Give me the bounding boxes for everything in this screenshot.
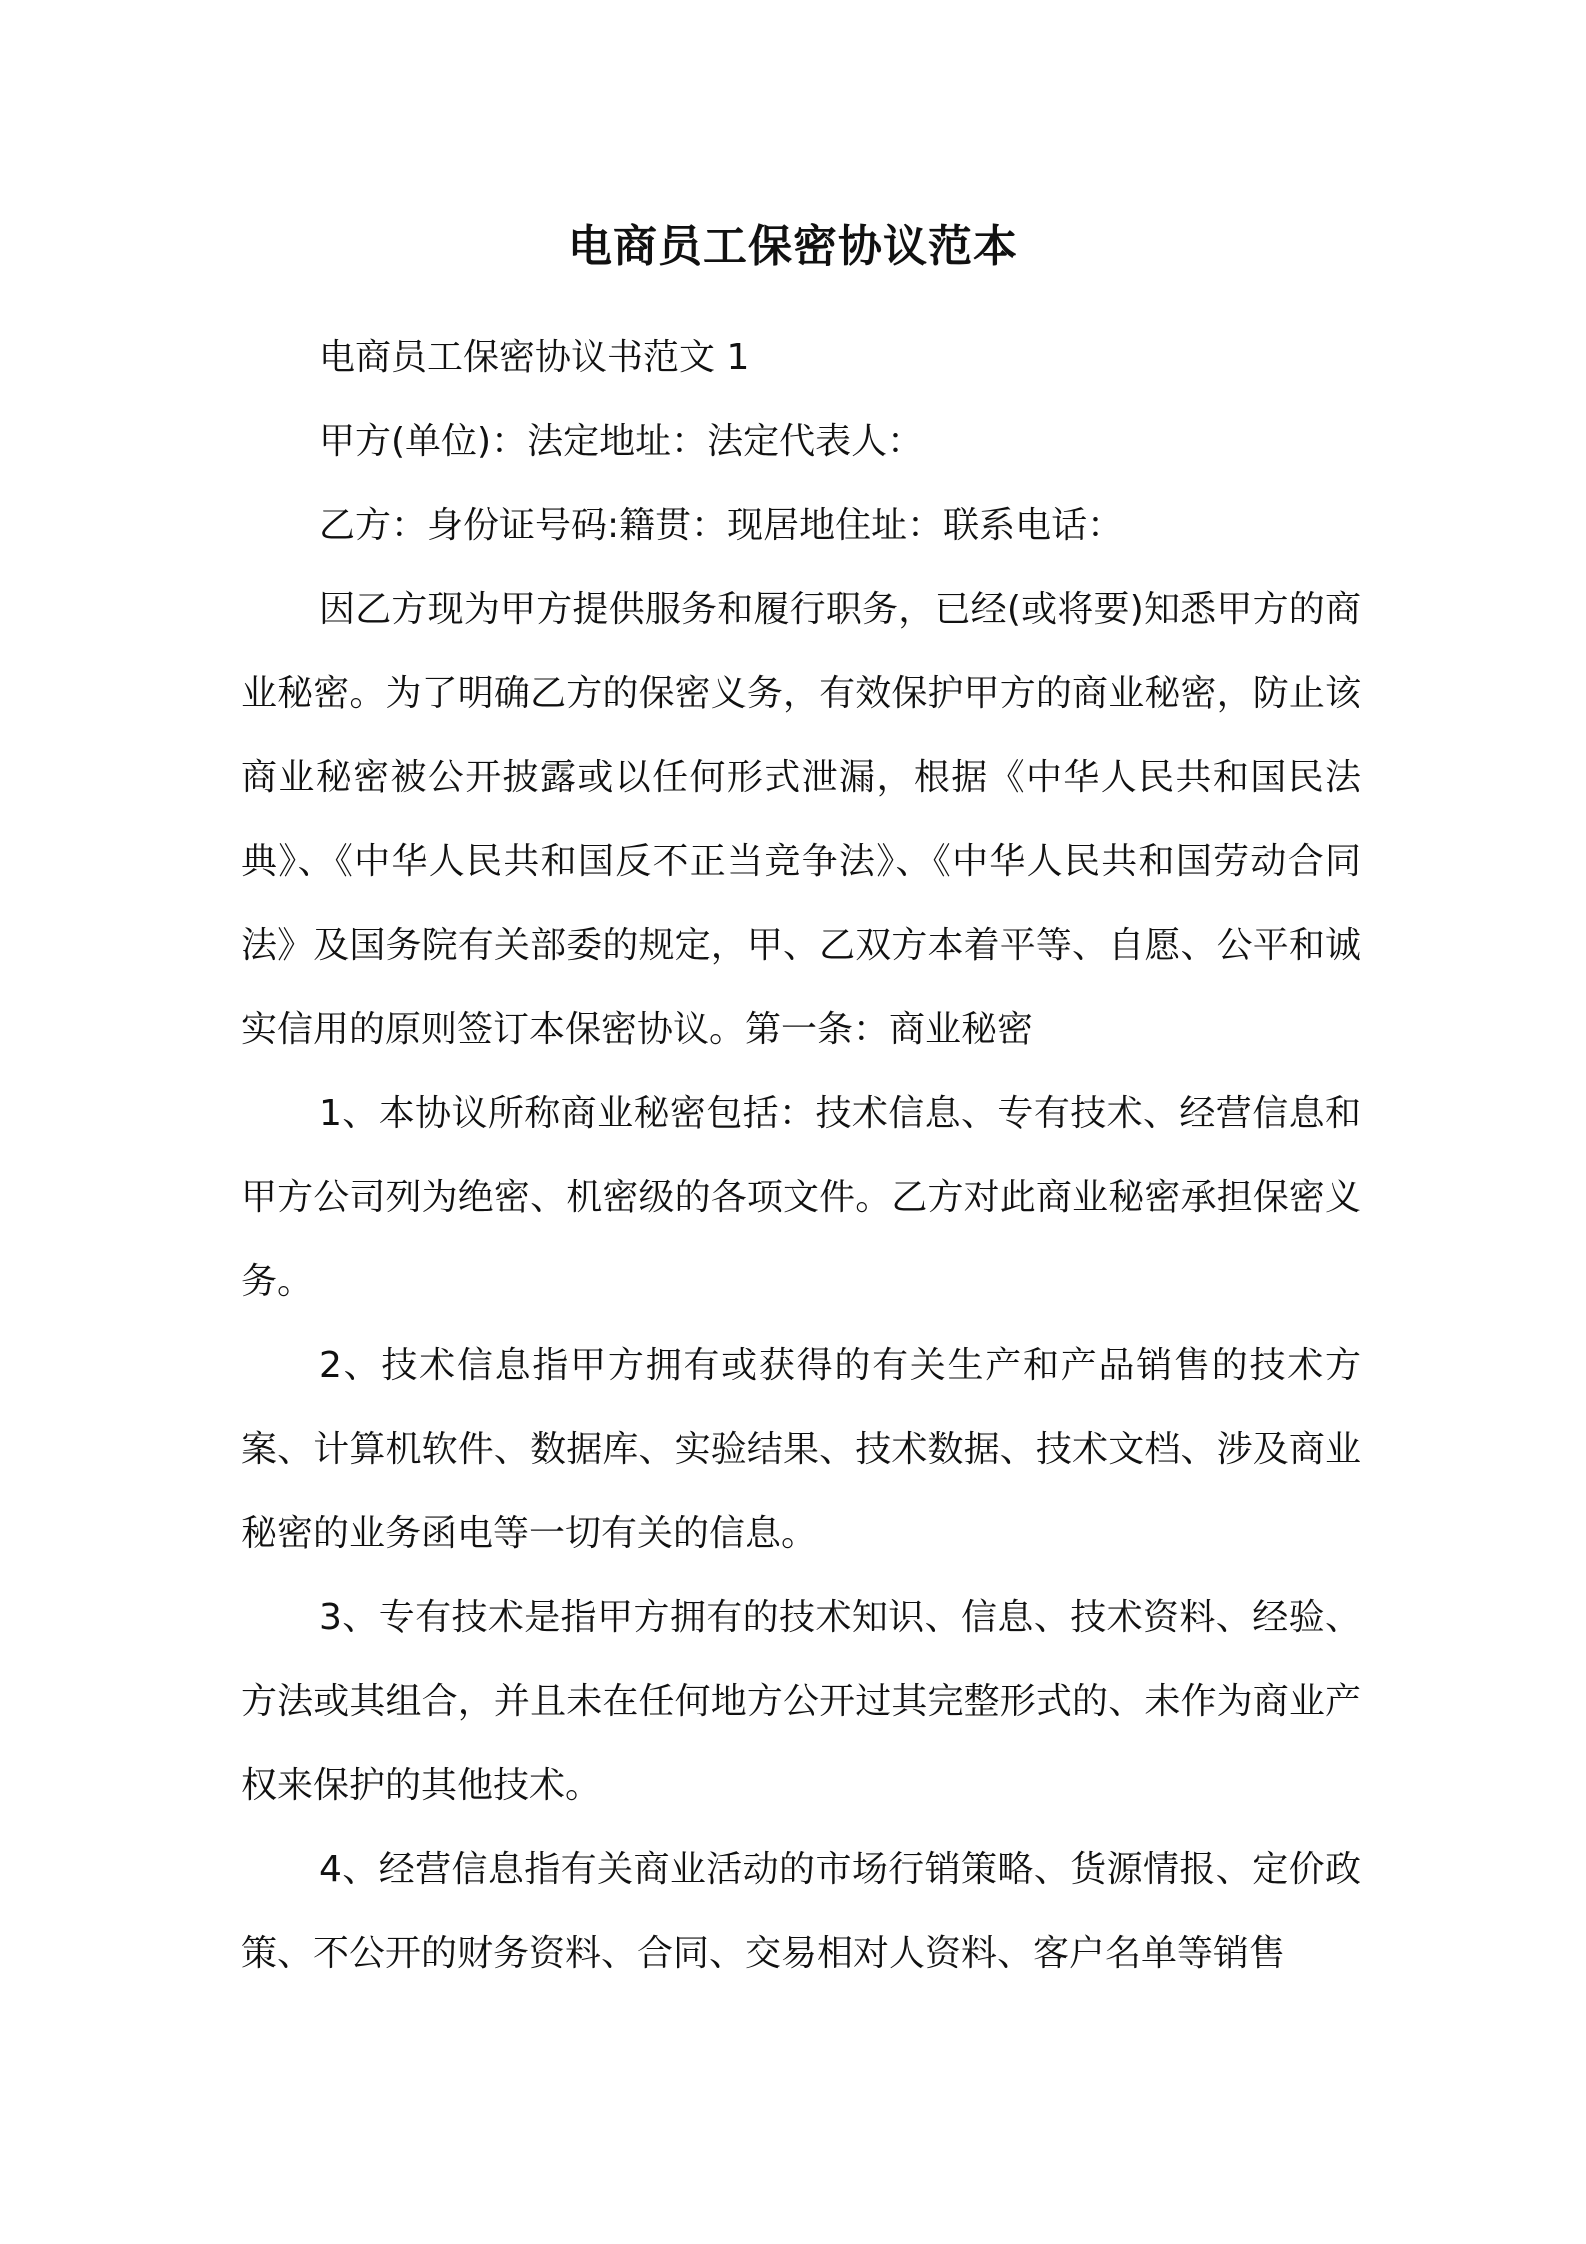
page-title: 电商员工保密协议范本 <box>568 221 1018 272</box>
clause-1-paragraph: 1、本协议所称商业秘密包括：技术信息、专有技术、经营信息和甲方公司列为绝密、机密级的各项文件。乙方对此商业秘密承担保密义务。 <box>241 1093 1361 1302</box>
party-a-line: 甲方(单位)：法定地址：法定代表人： <box>319 421 924 462</box>
clause-4-paragraph: 4、经营信息指有关商业活动的市场行销策略、货源情报、定价政策、不公开的财务资料、合同、交易相对人资料、客户名单等销售 <box>241 1849 1361 1974</box>
preamble-paragraph: 因乙方现为甲方提供服务和履行职务，已经(或将要)知悉甲方的商业秘密。为了明确乙方的保密义务，有效保护甲方的商业秘密，防止该商业秘密被公开披露或以任何形式泄漏，根据《中华人民共和国民法典》、《中华人民共和国反不正当竞争法》、《中华人民共和国劳动合同法》及国务院有关部委的规定，甲、乙双方本着平等、自愿、公平和诚实信用的原则签订本保密协议。第一条：商业秘密 <box>241 589 1361 1050</box>
clause-3-paragraph: 3、专有技术是指甲方拥有的技术知识、信息、技术资料、经验、方法或其组合，并且未在任何地方公开过其完整形式的、未作为商业产权来保护的其他技术。 <box>241 1597 1361 1806</box>
clause-2-paragraph: 2、技术信息指甲方拥有或获得的有关生产和产品销售的技术方案、计算机软件、数据库、实验结果、技术数据、技术文档、涉及商业秘密的业务函电等一切有关的信息。 <box>241 1345 1361 1554</box>
section-heading: 电商员工保密协议书范文 1 <box>319 337 750 378</box>
document-body <box>241 316 1361 1996</box>
party-b-line: 乙方：身份证号码:籍贯：现居地住址：联系电话： <box>319 505 1124 546</box>
